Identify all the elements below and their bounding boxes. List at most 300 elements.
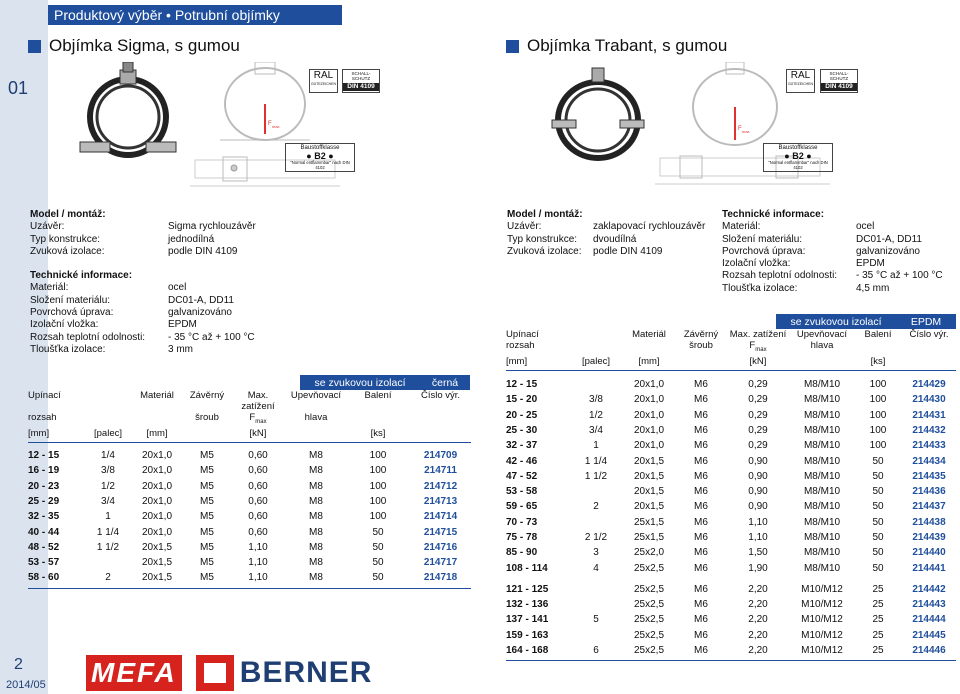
- b2-text: B2: [792, 151, 804, 161]
- din-top-text: SCHALL-SCHUTZ: [351, 71, 371, 81]
- table-header-cell: [570, 340, 622, 356]
- table-cell: 25x2,0: [633, 547, 665, 559]
- table-cell: 50: [872, 547, 884, 559]
- section-number: 01: [8, 78, 29, 98]
- table-header-cell: hlava: [304, 412, 328, 423]
- table-header-cell: [ks]: [370, 427, 386, 439]
- info-row: [30, 282, 330, 294]
- table-cell: M6: [694, 501, 708, 513]
- table-cell: 50: [872, 470, 884, 482]
- info-value: podle DIN 4109: [168, 245, 238, 257]
- table-cell: M6: [694, 547, 708, 559]
- table-header-cell: rozsah: [506, 340, 535, 351]
- table-row: [506, 545, 956, 560]
- table-cell: M5: [200, 511, 214, 523]
- table-cell: 25x1,5: [633, 516, 665, 528]
- table-cell: 214440: [912, 547, 946, 559]
- info-key: Zvuková izolace:: [507, 245, 582, 257]
- tech-list: [30, 282, 330, 356]
- table-cell: 20x1,0: [633, 440, 665, 452]
- table-cell: 100: [369, 511, 387, 523]
- table-cell: 53 - 58: [506, 486, 538, 498]
- table-cell: M5: [200, 495, 214, 507]
- table-cell: 121 - 125: [506, 583, 549, 595]
- info-key: Tloušťka izolace:: [722, 282, 798, 294]
- bar-right-text: černá: [431, 376, 459, 389]
- ral-subtext: GÜTEZEICHEN: [310, 82, 337, 86]
- info-value: - 35 °C až + 100 °C: [168, 331, 255, 343]
- info-key: Povrchová úprava:: [722, 245, 806, 257]
- table-cell: 1,10: [248, 557, 268, 569]
- table-cell: 159 - 163: [506, 629, 549, 641]
- table-cell: 214712: [423, 480, 458, 492]
- table-cell: M6: [694, 516, 708, 528]
- table-row: [506, 530, 956, 545]
- table-cell: 214446: [912, 645, 946, 657]
- info-row: [30, 295, 330, 307]
- bar-left-text: se zvukovou izolací: [790, 315, 882, 328]
- table-cell: 85 - 90: [506, 547, 538, 559]
- ral-text: RAL: [313, 70, 334, 81]
- table-cell: 5: [593, 614, 599, 626]
- table-cell: 0,90: [748, 455, 768, 467]
- table-row: [506, 499, 956, 514]
- table-cell: 0,60: [248, 465, 268, 477]
- tech-heading: Technické informace:: [722, 209, 825, 220]
- table-cell: 214436: [912, 486, 946, 498]
- table-header-row: [506, 356, 956, 367]
- info-key: Typ konstrukce:: [507, 233, 578, 245]
- table-cell: 2,20: [748, 645, 768, 657]
- table-cell: 25x2,5: [633, 583, 665, 595]
- table-header-row: [506, 340, 956, 356]
- table-cell: M6: [694, 379, 708, 391]
- sigma-table-bar: [300, 375, 470, 390]
- trabant-model-info: [507, 209, 717, 258]
- table-cell: 214435: [912, 470, 946, 482]
- table-cell: M5: [200, 465, 214, 477]
- table-header-cell: [902, 340, 956, 356]
- info-row: [722, 270, 958, 282]
- table-header-cell: Upínací: [506, 329, 539, 340]
- table-cell: 100: [369, 450, 387, 462]
- table-cell: 25x2,5: [633, 629, 665, 641]
- table-cell: M8/M10: [803, 501, 841, 513]
- table-header-cell: [palec]: [94, 427, 122, 439]
- table-header-cell: Balení: [864, 329, 892, 340]
- table-cell: 20x1,0: [633, 409, 665, 421]
- table-cell: 164 - 168: [506, 645, 549, 657]
- table-cell: 50: [372, 526, 384, 538]
- table-cell: 58 - 60: [28, 572, 60, 584]
- info-value: - 35 °C až + 100 °C: [856, 270, 943, 282]
- table-row: [506, 438, 956, 453]
- table-cell: 214443: [912, 599, 946, 611]
- table-cell: 32 - 35: [28, 511, 60, 523]
- table-cell: M6: [694, 614, 708, 626]
- table-cell: 1 1/4: [96, 526, 120, 538]
- table-cell: 214431: [912, 409, 946, 421]
- table-cell: 100: [869, 379, 887, 391]
- table-header-row: [506, 329, 956, 340]
- table-cell: M6: [694, 470, 708, 482]
- table-cell: 50: [872, 532, 884, 543]
- table-cell: 32 - 37: [506, 440, 538, 452]
- table-cell: M8: [309, 526, 323, 538]
- info-key: Izolační vložka:: [722, 258, 791, 270]
- table-cell: M8/M10: [803, 409, 841, 421]
- table-cell: 2 1/2: [584, 532, 608, 543]
- table-cell: 20x1,5: [141, 557, 173, 569]
- table-cell: 20x1,5: [141, 572, 173, 584]
- table-cell: 108 - 114: [506, 562, 548, 574]
- table-header-cell: [286, 428, 346, 439]
- table-cell: 20x1,0: [141, 480, 173, 492]
- table-header-cell: [130, 412, 184, 428]
- model-list: [507, 221, 717, 258]
- table-header-cell: $F_{max}$: [749, 340, 767, 353]
- table-header-cell: [mm]: [146, 427, 168, 439]
- info-value: ocel: [168, 282, 187, 294]
- table-cell: 20x1,0: [633, 379, 665, 391]
- info-value: jednodílná: [168, 233, 215, 245]
- table-cell: 2,20: [748, 614, 768, 626]
- baustoff-text: Baustoffklasse: [300, 145, 340, 151]
- table-header-cell: Max. zatížení: [241, 390, 275, 412]
- table-cell: 214718: [423, 572, 458, 584]
- info-key: Složení materiálu:: [722, 233, 803, 245]
- table-cell: M6: [694, 455, 708, 467]
- ral-badge: [786, 69, 815, 93]
- model-list: [30, 221, 330, 258]
- table-cell: 2,20: [748, 599, 768, 611]
- table-cell: 1,10: [248, 541, 268, 553]
- table-cell: 214711: [424, 465, 457, 477]
- breadcrumb: Produktový výběr • Potrubní objímky: [48, 5, 342, 25]
- sigma-info: [30, 209, 330, 356]
- table-header-cell: šroub: [689, 340, 713, 351]
- table-cell: 70 - 73: [506, 516, 538, 528]
- table-header-cell: Upínací: [28, 390, 61, 401]
- table-cell: 20x1,0: [141, 526, 173, 538]
- table-cell: M6: [694, 440, 708, 452]
- din-badge: [342, 69, 380, 93]
- table-cell: 214444: [912, 614, 946, 626]
- table-cell: 1,50: [748, 547, 768, 559]
- footer-logos: [86, 655, 372, 691]
- table-header-cell: [mm]: [506, 355, 528, 367]
- table-cell: 214441: [912, 562, 946, 574]
- table-header-cell: Upevňovací: [290, 390, 342, 401]
- table-cell: 214709: [423, 450, 458, 462]
- table-header-row: [28, 428, 471, 439]
- table-cell: 20x1,5: [141, 541, 173, 553]
- table-row: [506, 407, 956, 422]
- table-cell: 1,10: [248, 572, 268, 584]
- table-cell: M8: [309, 480, 323, 492]
- info-key: Tloušťka izolace:: [30, 343, 106, 355]
- table-cell: M8/M10: [803, 394, 841, 406]
- fmax-subscript: max: [755, 346, 767, 353]
- info-key: Složení materiálu:: [30, 294, 111, 306]
- table-row: [506, 643, 956, 658]
- table-cell: 100: [369, 465, 387, 477]
- table-cell: 2: [593, 501, 599, 513]
- table-cell: 0,90: [748, 470, 768, 482]
- table-cell: 25x2,5: [633, 645, 665, 657]
- table-row: [506, 628, 956, 643]
- table-header-cell: Závěrný: [683, 329, 719, 340]
- table-cell: 12 - 15: [28, 450, 60, 462]
- table-cell: M6: [694, 409, 708, 421]
- info-key: Typ konstrukce:: [30, 233, 101, 245]
- title-marker-icon: [506, 40, 519, 53]
- table-cell: M6: [694, 629, 708, 641]
- table-cell: 4: [593, 562, 599, 574]
- info-value: ocel: [856, 221, 875, 233]
- table-cell: M10/M12: [801, 645, 843, 657]
- table-cell: M10/M12: [801, 614, 843, 626]
- b2-badge: Baustoffklasse ● B2 ● "Normal entflammbar" nach DIN 4102: [763, 143, 833, 172]
- info-value: 3 mm: [168, 343, 193, 355]
- table-header-cell: [palec]: [582, 355, 610, 367]
- title-marker-icon: [28, 40, 41, 53]
- table-cell: 1: [593, 440, 599, 452]
- table-header-cell: [854, 340, 902, 356]
- info-row: [30, 319, 330, 331]
- table-header-cell: hlava: [810, 340, 834, 351]
- ral-text: RAL: [790, 70, 811, 81]
- table-cell: M6: [694, 394, 708, 406]
- table-header-cell: Balení: [364, 390, 392, 401]
- info-value: dvoudílná: [593, 233, 637, 245]
- table-cell: M6: [694, 562, 708, 574]
- table-cell: 214434: [912, 455, 946, 467]
- table-header-cell: [86, 412, 130, 428]
- table-row: [506, 484, 956, 499]
- table-row: [506, 582, 956, 597]
- table-header-cell: Závěrný: [189, 390, 225, 401]
- table-cell: M8/M10: [803, 547, 841, 559]
- table-cell: 137 - 141: [506, 614, 549, 626]
- table-cell: 25: [872, 629, 884, 641]
- table-row: [28, 540, 471, 555]
- table-cell: M5: [200, 480, 214, 492]
- table-header-cell: Upevňovací: [796, 329, 848, 340]
- table-cell: 1 1/4: [584, 455, 608, 467]
- table-cell: 1,90: [748, 562, 768, 574]
- table-row: [28, 494, 471, 509]
- mefa-logo: [86, 655, 182, 691]
- fmax-subscript: max: [255, 418, 267, 425]
- table-cell: 1,10: [748, 516, 768, 528]
- din-top-text: SCHALL-SCHUTZ: [829, 71, 849, 81]
- table-header-row: [28, 390, 471, 412]
- table-row: [28, 463, 471, 478]
- table-cell: M5: [200, 557, 214, 569]
- table-cell: 48 - 52: [28, 541, 60, 553]
- table-cell: 100: [869, 440, 887, 452]
- table-cell: 50: [372, 557, 384, 569]
- table-cell: 0,29: [748, 440, 768, 452]
- table-header-cell: Materiál: [140, 390, 174, 401]
- info-value: galvanizováno: [168, 307, 232, 319]
- table-cell: 1/2: [589, 409, 603, 421]
- table-cell: 100: [869, 394, 887, 406]
- table-cell: 20x1,0: [141, 495, 173, 507]
- table-row: [506, 597, 956, 612]
- din-text: DIN 4109: [821, 83, 857, 91]
- table-row: [28, 570, 471, 585]
- table-cell: 47 - 52: [506, 470, 538, 482]
- table-cell: 6: [593, 645, 599, 657]
- table-cell: 214437: [912, 501, 946, 513]
- info-row: [30, 234, 330, 246]
- table-cell: 3: [593, 547, 599, 559]
- page-date: 2014/05: [6, 679, 46, 691]
- table-cell: 20x1,5: [633, 501, 665, 513]
- table-cell: 1/4: [101, 450, 115, 462]
- info-row: [722, 283, 958, 295]
- info-value: DC01-A, DD11: [856, 233, 922, 245]
- berner-logo-text: BERNER: [239, 656, 373, 689]
- info-row: [722, 221, 958, 233]
- table-cell: 0,29: [748, 409, 768, 421]
- b2-subtext: "Normal entflammbar" nach DIN 4102: [290, 160, 350, 170]
- table-row: [506, 423, 956, 438]
- trabant-table-bar: [776, 314, 956, 329]
- table-cell: M8/M10: [803, 470, 841, 482]
- info-row: [722, 246, 958, 258]
- table-cell: M5: [200, 450, 214, 462]
- b2-subtext: "Normal entflammbar" nach DIN 4102: [768, 160, 828, 170]
- info-key: Zvuková izolace:: [30, 245, 105, 257]
- table-cell: 15 - 20: [506, 394, 538, 406]
- table-cell: 75 - 78: [506, 532, 538, 543]
- table-cell: 0,90: [748, 486, 768, 498]
- info-value: podle DIN 4109: [593, 245, 663, 257]
- table-cell: 214716: [423, 541, 458, 553]
- table-cell: 214439: [912, 532, 946, 543]
- table-cell: 25x1,5: [633, 532, 665, 543]
- table-cell: 1 1/2: [96, 541, 120, 553]
- table-cell: 25x2,5: [633, 562, 665, 574]
- table-cell: 2,20: [748, 629, 768, 641]
- info-row: [30, 307, 330, 319]
- table-header-cell: [902, 356, 956, 367]
- table-cell: 214715: [423, 526, 458, 538]
- table-header-row: [28, 412, 471, 428]
- table-cell: 132 - 136: [506, 599, 549, 611]
- table-cell: 50: [872, 455, 884, 467]
- table-cell: 3/8: [589, 394, 603, 406]
- b2-badge: Baustoffklasse ● B2 ● "Normal entflammbar" nach DIN 4102: [285, 143, 355, 172]
- table-cell: 20x1,5: [633, 486, 665, 498]
- table-cell: 2,20: [748, 583, 768, 595]
- table-header-cell: Max. zatížení: [729, 329, 787, 340]
- info-value: EPDM: [856, 258, 885, 270]
- table-cell: 12 - 15: [506, 379, 538, 391]
- info-value: DC01-A, DD11: [168, 294, 234, 306]
- table-cell: 214445: [912, 629, 946, 641]
- table-cell: 59 - 65: [506, 501, 538, 513]
- table-cell: M8/M10: [803, 516, 841, 528]
- table-cell: M6: [694, 424, 708, 436]
- info-row: [722, 258, 958, 270]
- table-cell: 3/4: [101, 495, 115, 507]
- table-cell: 50: [872, 562, 884, 574]
- svg-text:F: F: [738, 126, 742, 132]
- din-badge: [820, 69, 858, 93]
- table-header-cell: Materiál: [632, 329, 666, 340]
- trabant-tech-info: [722, 209, 958, 295]
- table-cell: M8: [309, 511, 323, 523]
- table-cell: 1 1/2: [584, 470, 608, 482]
- table-cell: M6: [694, 599, 708, 611]
- table-cell: 2: [105, 572, 111, 584]
- table-header-cell: [410, 412, 471, 428]
- table-header-cell: [kN]: [749, 355, 767, 367]
- table-cell: 214717: [423, 557, 458, 569]
- table-cell: M6: [694, 645, 708, 657]
- table-cell: 0,60: [248, 511, 268, 523]
- product-title-text: Objímka Sigma, s gumou: [49, 36, 240, 55]
- table-cell: 25x2,5: [633, 614, 665, 626]
- table-row: [28, 478, 471, 493]
- table-cell: M8/M10: [803, 424, 841, 436]
- table-cell: 214442: [912, 583, 946, 595]
- table-row: [506, 392, 956, 407]
- table-row: [28, 509, 471, 524]
- table-cell: 20x1,0: [141, 450, 173, 462]
- table-cell: 50: [872, 516, 884, 528]
- bar-right-text: EPDM: [910, 315, 942, 328]
- table-cell: M8: [309, 541, 323, 553]
- sigma-table: [28, 390, 471, 589]
- table-cell: 0,29: [748, 394, 768, 406]
- table-header-cell: [mm]: [638, 355, 660, 367]
- info-value: zaklapovací rychlouzávěr: [593, 221, 706, 233]
- table-cell: 20x1,5: [633, 455, 665, 467]
- table-cell: M8/M10: [803, 532, 841, 543]
- info-key: Izolační vložka:: [30, 319, 99, 331]
- model-heading: Model / montáž:: [507, 209, 583, 220]
- table-cell: 100: [369, 495, 387, 507]
- table-cell: 0,60: [248, 450, 268, 462]
- table-header-cell: $F_{max}$: [249, 412, 267, 425]
- bar-left-text: se zvukovou izolací: [314, 376, 406, 389]
- table-cell: M8/M10: [803, 562, 841, 574]
- table-cell: M8: [309, 572, 323, 584]
- trabant-table: [506, 329, 956, 661]
- svg-text:F: F: [268, 121, 272, 127]
- table-cell: 214433: [912, 440, 946, 452]
- table-cell: 25: [872, 599, 884, 611]
- info-value: Sigma rychlouzávěr: [168, 221, 256, 233]
- table-header-cell: [kN]: [249, 427, 267, 439]
- table-cell: 50: [372, 541, 384, 553]
- berner-logo: [196, 655, 373, 691]
- table-cell: M8/M10: [803, 440, 841, 452]
- info-key: Rozsah teplotní odolnosti:: [30, 331, 146, 343]
- table-cell: 0,90: [748, 501, 768, 513]
- table-cell: 214430: [912, 394, 946, 406]
- table-cell: M8/M10: [803, 455, 841, 467]
- table-cell: 214438: [912, 516, 946, 528]
- table-header-cell: šroub: [195, 412, 219, 423]
- table-cell: 50: [872, 486, 884, 498]
- table-cell: M5: [200, 526, 214, 538]
